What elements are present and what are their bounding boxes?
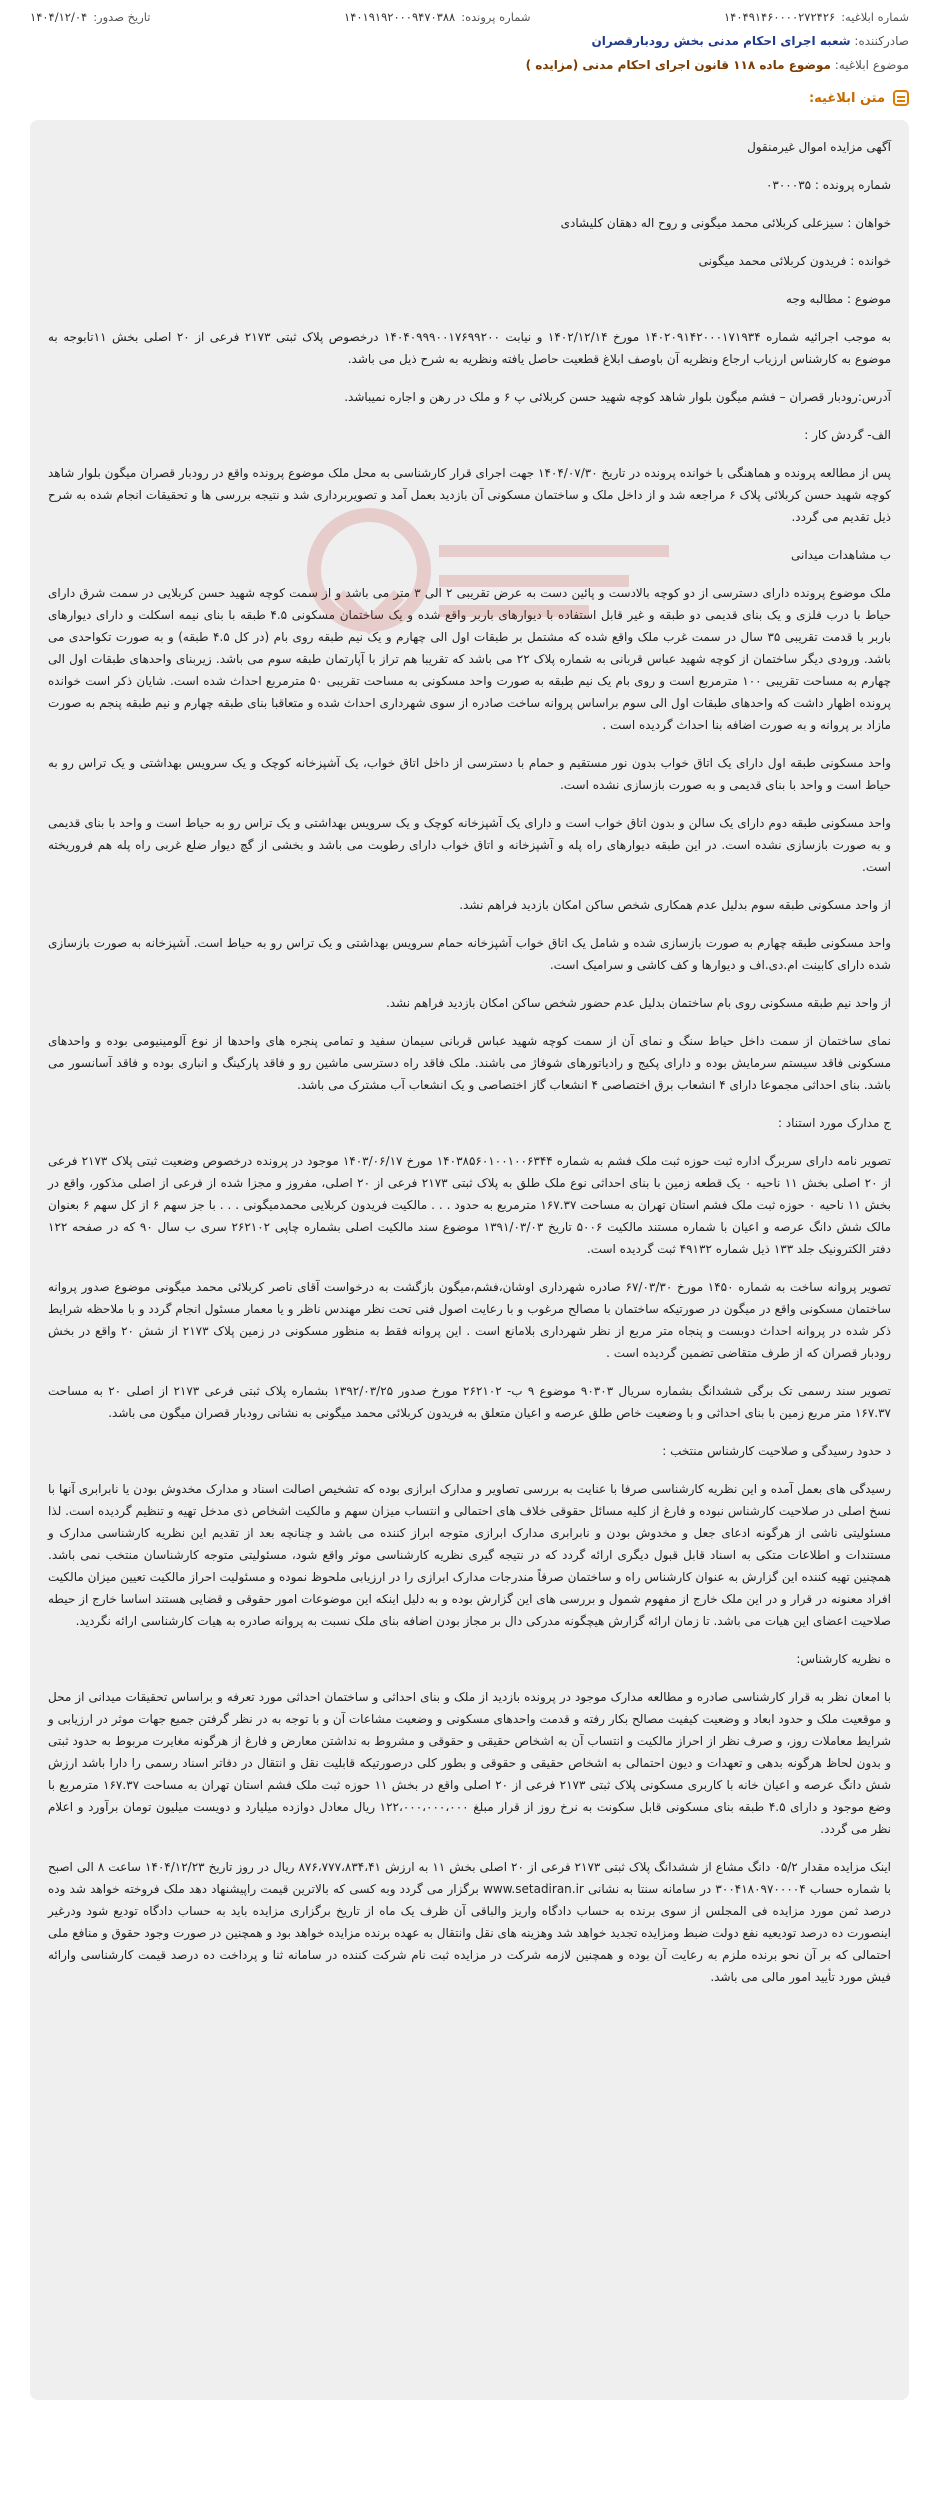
heading-scope: د حدود رسیدگی و صلاحیت کارشناس منتخب : — [662, 1444, 891, 1458]
heading-field-observations: ب مشاهدات میدانی — [791, 548, 891, 562]
subject-line — [0, 48, 939, 72]
issue-date-label: تاریخ صدور: — [93, 10, 151, 24]
case-number-value: ۱۴۰۱۹۱۹۲۰۰۰۹۴۷۰۳۸۸ — [344, 10, 456, 24]
subject-value: موضوع ماده ۱۱۸ قانون اجرای احکام مدنی (مزایده ) — [525, 58, 831, 72]
ad-title: آگهی مزایده اموال غیرمنقول — [747, 140, 891, 154]
case-number-label: شماره پرونده: — [461, 10, 531, 24]
subject: موضوع : مطالبه وجه — [786, 292, 891, 306]
file-number: شماره پرونده : ۰۳۰۰۰۳۵ — [765, 178, 891, 192]
paragraph-registry-letter: تصویر نامه دارای سربرگ اداره ثبت حوزه ثبت ملک فشم به شماره ۱۴۰۳۸۵۶۰۱۰۰۱۰۰۶۳۴۴ مورخ ۱۴۰۳/۰۶/۱۷ موجود در پرونده درخصوص وضعیت ثبتی پلاک ۲۱۷۳ فرعی از ۲۰ اصلی بخش ۱۱ ناحیه ۰ یک قطعه زمین با بنای احداثی نوع ملک طلق به پلاک ثبتی ۲۱۷۳ فرعی از ۲۰ اصلی، مفروز و مجزا شده از فرعی از اصلی مذکور، واقع در بخش ۱۱ ناحیه ۰ حوزه ثبت ملک فشم استان تهران به مساحت ۱۶۷.۳۷ مترمربع به حدود . . . مالکیت فریدون کربلایی محمدمیگونی . . . با جز سهم ۶ از کل سهم ۶ بعنوان مالک شش دانگ عرصه و اعیان با شماره مستند مالکیت ۵۰۰۶ تاریخ ۱۳۹۱/۰۳/۰۳ موضوع سند مالکیت اصلی بشماره چاپی ۲۶۲۱۰۲ سری ب سال ۹۰ که در صفحه ۱۲۲ دفتر الکترونیک جلد ۱۳۳ ذیل شماره ۴۹۱۳۲ ثبت گردیده است. — [48, 1154, 892, 1256]
issue-date-value: ۱۴۰۴/۱۲/۰۴ — [30, 10, 88, 24]
paragraph-auction: اینک مزایده مقدار ۰۵/۲ دانگ مشاع از ششدانگ پلاک ثبتی ۲۱۷۳ فرعی از ۲۰ اصلی بخش ۱۱ به ارزش ۸۷۶،۷۷۷،۸۳۴،۴۱ ریال در روز تاریخ ۱۴۰۴/۱۲/۲۳ ساعت ۸ الی اصبح با شماره حساب ۳۰۰۴۱۸۰۹۷۰۰۰۰۴ در سامانه سنتا به نشانی www.setadiran.ir برگزار می گردد وبه کسی که بالاترین قیمت راپیشنهاد دهد ملک فروخته خواهد شد وده درصد ثمن مورد مزایده فی المجلس از سوی برنده به حساب دادگاه واریز والباقی آن ظرف یک ماه از تاریخ برگزاری مزایده باید به حساب دادگاه تودیع شود ودرغیر اینصورت ده درصد تودیعیه نفع دولت ضبط ومزایده تجدید خواهد شد وهزینه های نقل وانتقال به عهده برنده مزایده خواهد بود و همچنین در صورت وجود حقوق و منافع ملی احتمالی که بر آن نحو برنده ملزم به رعایت آن بوده و همچنین لازمه شرکت در مزایده ثبت نام شرکت کننده در سامانه ثنا و پرداخت ده درصد قیمت کارشناسی وارائه فیش مورد تأیید امور مالی می باشد. — [48, 1860, 891, 1984]
notice-text-header — [30, 90, 909, 106]
case-number-field — [344, 10, 530, 24]
heading-documents: ج مدارک مورد استناد : — [777, 1116, 891, 1130]
paragraph-facade: نمای ساختمان از سمت داخل حیاط سنگ و نمای آن از سمت کوچه شهید عباس قربانی سیمان سفید و تمامی پنجره های واحدها از نوع آلومینیومی بوده و واحدهای مسکونی فاقد سیستم سرمایش بوده و دارای پکیج و رادیاتورهای شوفاژ می باشند. ملک فاقد راه دسترسی ماشین رو و فاقد پارکینگ و انباری بوده و فاقد آسانسور می باشد. بنای احداثی مجموعا دارای ۴ انشعاب برق اختصاصی ۴ انشعاب گاز اختصاصی و یک انشعاب آب مشترک می باشد. — [48, 1034, 891, 1092]
heading-expert-opinion: ه نظریه کارشناس: — [796, 1652, 891, 1666]
paragraph-floor-3: از واحد مسکونی طبقه سوم بدلیل عدم همکاری شخص ساکن امکان بازدید فراهم نشد. — [459, 898, 891, 912]
paragraph-roof-floor: از واحد نیم طبقه مسکونی روی بام ساختمان بدلیل عدم حضور شخص ساکن امکان بازدید فراهم نشد. — [385, 996, 891, 1010]
subject-label: موضوع ابلاغیه: — [834, 58, 909, 72]
watermark-logo — [299, 500, 679, 640]
issuer-value: شعبه اجرای احکام مدنی بخش رودبارقصران — [591, 34, 851, 48]
paragraph-scope: رسیدگی های بعمل آمده و این نظریه کارشناسی صرفا با عنایت به بررسی تصاویر و مدارک ابرازی بوده که تشخیص اصالت اسناد و مدارک مخدوش بودن یا نابرابری آنها با نسخ اصلی در صلاحیت کارشناس نبوده و فارغ از کلیه مسائل حقوقی خلاف های احتمالی و انتساب میزان سهم و مالکیت اشخاص ذی مدخل تهیه و تنظیم گردیده است. لذا مسئولیتی ناشی از هرگونه ادعای جعل و مخدوش بودن و نابرابری مدارک ابرازی متوجه ابراز کننده می باشد و چنانچه بعد از تقدیم این نظریه کارشناسی مدارک و مستندات و اطلاعات متکی به اسناد قابل قبول دیگری ارائه گردد که در نتیجه گیری نظریه کارشناسی موثر واقع شود، مسئولیتی متوجه کارشناسان منتخب نمی باشد. همچنین تهیه کننده این گزارش به عنوان کارشناس راه و ساختمان صرفاً مندرجات مدارک ابرازی را در ارزیابی ملحوظ نموده و مسئولیت احراز مالکیت تعیین میزان مالکیت افراد معنونه در قرار و در این ملک خارج از مفهوم شمول و بررسی های این گزارش بوده و به دلیل اینکه این موضوعات امور حقوقی و قضایی هستند اساسا خارج از حیطه صلاحیت اعضای این هیات می باشد. تا زمان ارائه گزارش هیچگونه مدرکی دال بر مجاز بودن اضافه بنای ملک نسبت به پروانه صادره به هیات کارشناسی ارائه نگردید. — [48, 1482, 891, 1628]
notice-text-card — [30, 120, 909, 2400]
paragraph-building-permit: تصویر پروانه ساخت به شماره ۱۴۵۰ مورخ ۶۷/۰۳/۳۰ صادره شهرداری اوشان،فشم،میگون بازگشت به درخواست آقای ناصر کربلائی محمد میگونی موضوع صدور پروانه ساختمان مسکونی واقع در میگون در صورتیکه ساختمان با مصالح مرغوب و با رعایت اصول فنی تحت نظر مهندس ناظر و یا معمار مسئول انجام گردد و با ملاحظه شرایط ذکر شده در پروانه احداث دوبست و پنجاه متر مربع از نظر شهرداری بلامانع است . این پروانه فقط به منظور مسکونی در زمین پلاک ۲۱۷۳ از شش ۲۰ واقع در بخش رودبار قصران که از طرف متقاضی تضمین گردیده است . — [48, 1280, 892, 1360]
issuer-label: صادرکننده: — [854, 34, 909, 48]
paragraph-writ: به موجب اجرائیه شماره ۱۴۰۲۰۹۱۴۲۰۰۰۱۷۱۹۳۴ مورخ ۱۴۰۲/۱۲/۱۴ و نیابت ۱۴۰۴۰۹۹۹۰۰۱۷۶۹۹۲۰۰ درخصوص پلاک ثبتی ۲۱۷۳ فرعی از ۲۰ اصلی بخش ۱۱تابوجه به موضوع به کارشناس ارزیاب ارجاع ونظریه آن باوصف ابلاغ قطعیت حاصل یافته ونظریه به شرح ذیل می باشد. — [48, 330, 891, 366]
notice-text-title: متن ابلاغیه: — [808, 90, 885, 106]
paragraph-floor-4: واحد مسکونی طبقه چهارم به صورت بازسازی شده و شامل یک اتاق خواب آشپزخانه حمام سرویس بهداشتی و یک تراس رو به حیاط است. آشپزخانه به صورت بازسازی شده دارای کابینت ام.دی.اف و دیوارها و کف کاشی و سرامیک است. — [48, 936, 891, 972]
paragraph-title-deed: تصویر سند رسمی تک برگی ششدانگ بشماره سریال ۹۰۳۰۳ موضوع ۹ ب- ۲۶۲۱۰۲ مورخ صدور ۱۳۹۲/۰۳/۲۵ بشماره پلاک ثبتی فرعی ۲۱۷۳ از اصلی ۲۰ به مساحت ۱۶۷.۳۷ متر مربع زمین با بنای احداثی و با وضعیت خاص طلق عرصه و اعیان متعلق به فریدون کربلائی محمد میگونی به نشانی رودبار قصران میگون می باشد. — [48, 1384, 891, 1420]
paragraph-expert-opinion: با امعان نظر به قرار کارشناسی صادره و مطالعه مدارک موجود در پرونده بازدید از ملک و بنای احداثی و ساختمان احداثی مورد تعرفه و براساس تحقیقات میدانی از محل و موقعیت ملک و حدود ابعاد و وضعیت کیفیت مصالح بکار رفته و قدمت واحدهای مسکونی و وضعیت مشاعات آن و با توجه به در نظر گرفتن جمیع جهات موثر در ارزیابی و شرایط معاملات روز، و صرف نظر از احراز مالکیت و انتساب آن به اشخاص حقیقی و حقوقی و مشروط به نداشتن معارض و فارغ از هرگونه مغایرت مربوط به حدود ثبتی و بدون لحاظ هرگونه بدهی و تعهدات و دیون احتمالی به اشخاص حقیقی و حقوقی و بطور کلی درصورتیکه قابلیت نقل و انتقال در دفاتر اسناد رسمی را دارا باشد ارزش شش دانگ عرصه و اعیان خانه با کاربری مسکونی پلاک ثبتی ۲۱۷۳ فرعی از ۲۰ اصلی واقع در بخش ۱۱ حوزه ثبت ملک فشم استان تهران به مساحت ۱۶۷.۳۷ مترمربع با وضع موجود و دارای ۴.۵ طبقه بنای مسکونی قابل سکونت به نرخ روز از قرار مبلغ ۱۲۲،۰۰۰،۰۰۰،۰۰۰ ریال معادل دوازده میلیارد و دویست میلیون تومان برآورد و اعلام نظر می گردد. — [48, 1690, 891, 1836]
paragraph-workflow: پس از مطالعه پرونده و هماهنگی با خوانده پرونده در تاریخ ۱۴۰۴/۰۷/۳۰ جهت اجرای قرار کارشناسی به محل ملک موضوع پرونده واقع در رودبار قصران میگون بلوار شاهد کوچه شهید حسن کربلائی پلاک ۶ مراجعه شد و از داخل ملک و ساختمان مسکونی آن بازدید بعمل آمد و تصویربرداری شد و نتیجه بررسی ها و تحقیقات انجام شده به شرح ذیل تقدیم می گردد. — [48, 466, 892, 524]
paragraph-floor-1: واحد مسکونی طبقه اول دارای یک اتاق خواب بدون نور مستقیم و حمام با دسترسی از داخل اتاق خواب، یک آشپزخانه کوچک و یک سرویس بهداشتی و یک تراس رو به حیاط است و واحد با بنای قدیمی و به صورت بازسازی نشده است. — [48, 756, 891, 792]
notice-number-field — [724, 10, 909, 24]
paragraph-address: آدرس:رودبار قصران – فشم میگون بلوار شاهد کوچه شهید حسن کربلائی پ ۶ و ملک در رهن و اجاره نمیباشد. — [344, 390, 891, 404]
plaintiff: خواهان : سیزعلی کربلائی محمد میگونی و روح اله دهقان کلیشادی — [560, 216, 891, 230]
notice-number-label: شماره ابلاغیه: — [841, 10, 909, 24]
paragraph-floor-2: واحد مسکونی طبقه دوم دارای یک سالن و بدون اتاق خواب است و دارای یک آشپزخانه کوچک و یک سرویس بهداشتی و یک تراس رو به حیاط است و واحد با بنای قدیمی و به صورت بازسازی نشده است. در این طبقه دیوارهای راه پله و آشپزخانه و اتاق خواب دارای رطوبت می باشد و بخشی از گچ دیوار ضلع غربی راه پله هم فروریخته است. — [48, 816, 891, 874]
document-icon — [893, 90, 909, 106]
paragraph-observations: ملک موضوع پرونده دارای دسترسی از دو کوچه بالادست و پائین دست به عرض تقریبی ۲ الی ۳ متر می باشد و از سمت کوچه شهید حسن کربلایی در سمت شرق دارای حیاط با درب فلزی و یک بنای قدیمی دو طبقه و غیر قابل استفاده با دیوارهای باربر واقع شده و یک ساختمان مسکونی ۴.۵ طبقه با بنای نیمه اسکلت و دارای دیوارهای باربر با قدمت تقریبی ۳۵ سال در سمت غرب ملک واقع شده که مشتمل بر طبقات اول الی چهارم و یک نیم طبقه روی بام (در کل ۴.۵ طبقه) و به صورت تکواحدی می باشد. ورودی دیگر ساختمان از کوچه شهید عباس قربانی به شماره پلاک ۲۲ می باشد که تقریبا هم تراز با آپارتمان طبقه سوم می باشد. زیربنای واحدهای طبقات اول الی چهارم به مساحت تقریبی ۱۰۰ مترمربع است و روی بام یک نیم طبقه به صورت واحد مسکونی به مساحت تقریبی ۵۰ مترمربع احداث شده است. شایان ذکر است خوانده پرونده اظهار داشت که واحدهای طبقات اول الی سوم براساس پروانه ساخت صادره از سوی شهرداری احداث شده و متعاقبا بنای طبقه چهارم و نیم طبقه پنجم به صورت مازاد بر پروانه و به صورت اضافه بنا احداث گردیده است . — [48, 586, 892, 732]
issuer-line — [0, 24, 939, 48]
notice-number-value: ۱۴۰۴۹۱۴۶۰۰۰۰۲۷۲۴۲۶ — [724, 10, 836, 24]
issue-date-field — [30, 10, 151, 24]
heading-workflow: الف- گردش کار : — [804, 428, 891, 442]
defendant: خوانده : فریدون کربلائی محمد میگونی — [698, 254, 891, 268]
meta-row — [0, 0, 939, 24]
